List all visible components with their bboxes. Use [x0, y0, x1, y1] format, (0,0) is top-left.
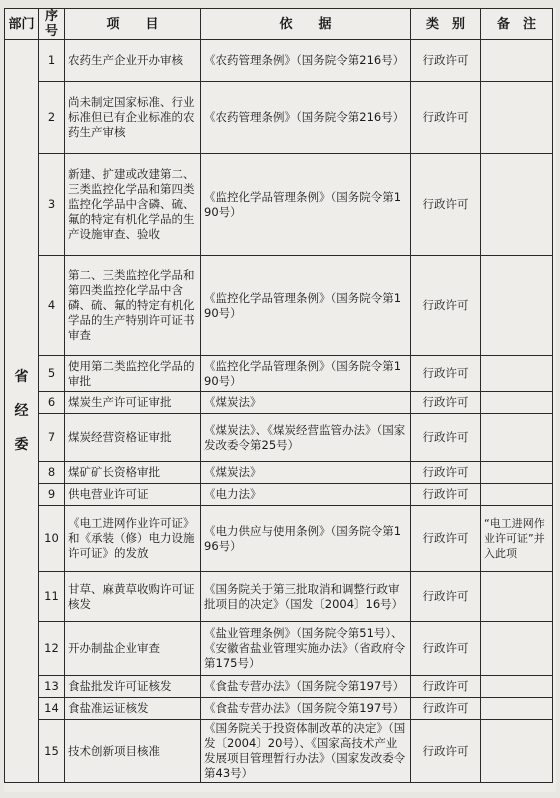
row-seq: 3: [39, 154, 65, 256]
row-item: 食盐批发许可证核发: [65, 676, 201, 698]
row-basis: 《国务院关于第三批取消和调整行政审批项目的决定》（国发〔2004〕16号）: [201, 572, 411, 622]
row-remark: [481, 82, 553, 154]
row-item: 煤炭生产许可证审批: [65, 392, 201, 414]
row-category: 行政许可: [411, 414, 481, 462]
row-item: 煤矿矿长资格审批: [65, 462, 201, 484]
row-seq: 8: [39, 462, 65, 484]
row-basis: 《电力供应与使用条例》（国务院令第196号）: [201, 506, 411, 572]
table-row: [5, 256, 553, 356]
header-category: 类 别: [411, 9, 481, 40]
row-category: 行政许可: [411, 392, 481, 414]
row-seq: 2: [39, 82, 65, 154]
table-row: [5, 414, 553, 462]
row-seq: 13: [39, 676, 65, 698]
table-row: [5, 676, 553, 698]
row-seq: 4: [39, 256, 65, 356]
row-basis: 《盐业管理条例》（国务院令第51号）、《安徽省盐业管理实施办法》（省政府令第175号）: [201, 622, 411, 676]
row-basis: 《监控化学品管理条例》（国务院令第190号）: [201, 154, 411, 256]
row-item: 使用第二类监控化学品的审批: [65, 356, 201, 392]
row-category: 行政许可: [411, 462, 481, 484]
header-remark: 备 注: [481, 9, 553, 40]
header-basis: 依 据: [201, 9, 411, 40]
row-remark: [481, 256, 553, 356]
department-char: 委: [14, 437, 29, 453]
row-remark: [481, 676, 553, 698]
row-remark: [481, 392, 553, 414]
table-row: [5, 356, 553, 392]
table-row: [5, 622, 553, 676]
row-seq: 7: [39, 414, 65, 462]
row-item: 开办制盐企业审查: [65, 622, 201, 676]
row-basis: 《国务院关于投资体制改革的决定》（国发〔2004〕20号）、《国家高技术产业发展项目管理暂行办法》（国家发改委令第43号）: [201, 720, 411, 783]
row-item: 农药生产企业开办审核: [65, 40, 201, 82]
row-item: 供电营业许可证: [65, 484, 201, 506]
row-remark: [481, 462, 553, 484]
row-remark: [481, 484, 553, 506]
table-row: [5, 484, 553, 506]
row-seq: 15: [39, 720, 65, 783]
row-item: 食盐准运证核发: [65, 698, 201, 720]
table-row: [5, 572, 553, 622]
header-seq: 序号: [39, 9, 65, 40]
row-category: 行政许可: [411, 506, 481, 572]
row-remark: [481, 720, 553, 783]
row-category: 行政许可: [411, 256, 481, 356]
row-item: 技术创新项目核准: [65, 720, 201, 783]
row-category: 行政许可: [411, 622, 481, 676]
table-row: [5, 720, 553, 783]
row-item: 《电工进网作业许可证》和《承装（修）电力设施许可证》的发放: [65, 506, 201, 572]
row-item: 甘草、麻黄草收购许可证核发: [65, 572, 201, 622]
department-cell: [5, 40, 39, 783]
row-basis: 《煤炭法》: [201, 462, 411, 484]
row-item: 煤炭经营资格证审批: [65, 414, 201, 462]
row-remark: [481, 622, 553, 676]
row-category: 行政许可: [411, 40, 481, 82]
row-item: 尚未制定国家标准、行业标准但已有企业标准的农药生产审核: [65, 82, 201, 154]
row-remark: [481, 40, 553, 82]
table-row: [5, 40, 553, 82]
row-basis: 《食盐专营办法》（国务院令第197号）: [201, 676, 411, 698]
row-seq: 10: [39, 506, 65, 572]
table-row: [5, 82, 553, 154]
header-dept: 部门: [5, 9, 39, 40]
row-basis: 《农药管理条例》（国务院令第216号）: [201, 82, 411, 154]
row-seq: 5: [39, 356, 65, 392]
row-basis: 《食盐专营办法》（国务院令第197号）: [201, 698, 411, 720]
row-seq: 9: [39, 484, 65, 506]
row-remark: [481, 698, 553, 720]
table-row: [5, 506, 553, 572]
row-category: 行政许可: [411, 484, 481, 506]
department-char: 经: [14, 403, 29, 419]
table-row: [5, 154, 553, 256]
row-basis: 《农药管理条例》（国务院令第216号）: [201, 40, 411, 82]
table-row: [5, 698, 553, 720]
approval-items-table: [4, 8, 553, 783]
row-category: 行政许可: [411, 720, 481, 783]
row-category: 行政许可: [411, 572, 481, 622]
table-header-row: [5, 9, 553, 40]
table-row: [5, 462, 553, 484]
row-basis: 《监控化学品管理条例》（国务院令第190号）: [201, 256, 411, 356]
row-item: 新建、扩建或改建第二、三类监控化学品和第四类监控化学品中含磷、硫、氟的特定有机化学品的生产设施审查、验收: [65, 154, 201, 256]
row-basis: 《电力法》: [201, 484, 411, 506]
row-basis: 《监控化学品管理条例》（国务院令第190号）: [201, 356, 411, 392]
row-category: 行政许可: [411, 356, 481, 392]
row-remark: [481, 356, 553, 392]
table-row: [5, 392, 553, 414]
row-remark: “电工进网作业许可证”并入此项: [481, 506, 553, 572]
row-seq: 1: [39, 40, 65, 82]
row-seq: 11: [39, 572, 65, 622]
row-seq: 14: [39, 698, 65, 720]
row-remark: [481, 154, 553, 256]
row-category: 行政许可: [411, 698, 481, 720]
row-remark: [481, 414, 553, 462]
row-category: 行政许可: [411, 676, 481, 698]
row-category: 行政许可: [411, 82, 481, 154]
row-item: 第二、三类监控化学品和第四类监控化学品中含磷、硫、氟的特定有机化学品的生产特别许可证书审查: [65, 256, 201, 356]
row-basis: 《煤炭法》、《煤炭经营监管办法》（国家发改委令第25号）: [201, 414, 411, 462]
row-seq: 12: [39, 622, 65, 676]
row-remark: [481, 572, 553, 622]
department-char: 省: [14, 369, 29, 385]
row-category: 行政许可: [411, 154, 481, 256]
document-page: [4, 8, 556, 792]
header-item: 项 目: [65, 9, 201, 40]
row-seq: 6: [39, 392, 65, 414]
row-basis: 《煤炭法》: [201, 392, 411, 414]
